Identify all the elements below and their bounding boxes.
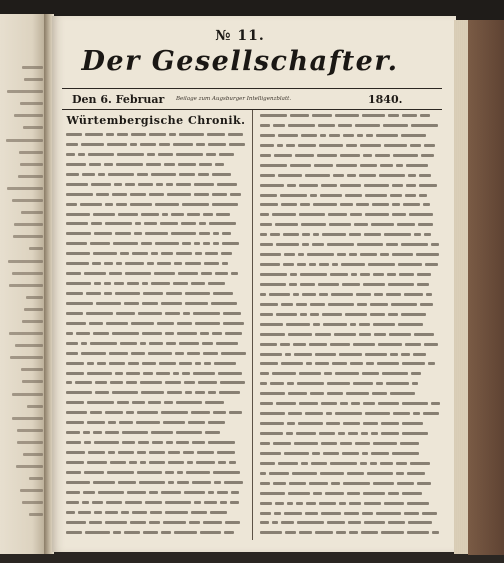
text-line — [66, 439, 246, 446]
text-line — [260, 142, 440, 149]
text-line — [2, 316, 46, 328]
text-line — [2, 425, 46, 437]
text-line — [260, 271, 440, 278]
text-line — [2, 86, 46, 98]
text-line — [66, 519, 246, 526]
text-line — [2, 449, 46, 461]
text-line — [66, 131, 246, 138]
text-line — [66, 499, 246, 506]
text-line — [66, 469, 246, 476]
text-line — [2, 147, 46, 159]
text-line — [2, 376, 46, 388]
text-line — [66, 280, 246, 287]
text-line — [66, 240, 246, 247]
text-line — [2, 461, 46, 473]
text-line — [260, 430, 440, 437]
text-line — [260, 470, 440, 477]
text-line — [2, 352, 46, 364]
text-line — [2, 159, 46, 171]
text-line — [260, 112, 440, 119]
text-line — [66, 181, 246, 188]
text-line — [66, 489, 246, 496]
text-line — [2, 509, 46, 521]
text-line — [260, 251, 440, 258]
text-line — [260, 331, 440, 338]
text-line — [2, 62, 46, 74]
supplement-note: Beilage zum Augsburger Intelligenzblatt. — [176, 96, 292, 102]
text-line — [2, 219, 46, 231]
text-line — [2, 364, 46, 376]
text-line — [2, 98, 46, 110]
text-line — [260, 162, 440, 169]
text-line — [260, 211, 440, 218]
text-line — [260, 480, 440, 487]
text-line — [66, 379, 246, 386]
text-line — [260, 311, 440, 318]
text-line — [260, 380, 440, 387]
text-line — [66, 141, 246, 148]
text-line — [66, 529, 246, 536]
text-line — [2, 171, 46, 183]
text-line — [2, 135, 46, 147]
text-line — [2, 389, 46, 401]
text-line — [66, 250, 246, 257]
column-divider — [252, 110, 253, 540]
text-line — [2, 328, 46, 340]
text-line — [2, 122, 46, 134]
text-line — [66, 161, 246, 168]
text-line — [260, 341, 440, 348]
text-line — [2, 437, 46, 449]
text-line — [2, 183, 46, 195]
text-line — [2, 401, 46, 413]
text-line — [260, 529, 440, 536]
header-rule-top — [62, 88, 442, 89]
text-line — [66, 479, 246, 486]
text-line — [260, 281, 440, 288]
section-title: Würtembergische Chronik. — [66, 114, 246, 127]
body-text-left — [66, 131, 246, 535]
text-line — [260, 201, 440, 208]
text-line — [260, 152, 440, 159]
text-line — [2, 268, 46, 280]
text-line — [66, 370, 246, 377]
text-line — [2, 207, 46, 219]
text-line — [260, 420, 440, 427]
text-line — [260, 370, 440, 377]
text-line — [2, 473, 46, 485]
text-line — [260, 301, 440, 308]
left-page-edge — [0, 14, 46, 554]
text-line — [260, 132, 440, 139]
text-line — [66, 350, 246, 357]
text-line — [260, 351, 440, 358]
issue-number: № 11. — [215, 28, 265, 44]
text-line — [260, 192, 440, 199]
text-line — [2, 195, 46, 207]
text-line — [260, 390, 440, 397]
text-line — [2, 340, 46, 352]
text-line — [66, 211, 246, 218]
text-line — [260, 440, 440, 447]
text-line — [66, 340, 246, 347]
text-line — [260, 261, 440, 268]
text-line — [66, 220, 246, 227]
text-line — [2, 231, 46, 243]
text-line — [66, 151, 246, 158]
text-line — [2, 110, 46, 122]
text-line — [66, 230, 246, 237]
text-line — [260, 510, 440, 517]
text-line — [2, 497, 46, 509]
text-line — [260, 460, 440, 467]
text-line — [66, 300, 246, 307]
text-line — [66, 399, 246, 406]
text-line — [66, 429, 246, 436]
text-line — [66, 191, 246, 198]
text-line — [260, 519, 440, 526]
text-line — [66, 320, 246, 327]
text-line — [260, 231, 440, 238]
masthead-title: Der Gesellschafter. — [81, 46, 399, 77]
text-line — [66, 310, 246, 317]
book-cover-edge — [468, 20, 504, 555]
text-line — [2, 292, 46, 304]
text-line — [260, 500, 440, 507]
article-column-right — [260, 112, 440, 537]
text-line — [66, 260, 246, 267]
text-line — [2, 485, 46, 497]
text-line — [260, 400, 440, 407]
text-line — [2, 304, 46, 316]
text-line — [260, 490, 440, 497]
text-line — [66, 171, 246, 178]
body-text-right — [260, 112, 440, 536]
article-column-left — [66, 112, 246, 537]
left-page-text-lines — [2, 62, 46, 522]
text-line — [2, 280, 46, 292]
text-line — [260, 360, 440, 367]
text-line — [260, 450, 440, 457]
text-line — [66, 360, 246, 367]
issue-year: 1840. — [368, 93, 403, 106]
text-line — [66, 201, 246, 208]
text-line — [260, 410, 440, 417]
text-line — [260, 122, 440, 129]
text-line — [66, 459, 246, 466]
text-line — [260, 221, 440, 228]
text-line — [260, 321, 440, 328]
text-line — [260, 182, 440, 189]
issue-date: Den 6. Februar — [72, 93, 165, 106]
text-line — [2, 74, 46, 86]
text-line — [2, 256, 46, 268]
text-line — [66, 509, 246, 516]
text-line — [66, 409, 246, 416]
text-line — [260, 172, 440, 179]
text-line — [66, 449, 246, 456]
text-line — [66, 270, 246, 277]
text-line — [66, 330, 246, 337]
text-line — [66, 419, 246, 426]
text-line — [260, 291, 440, 298]
text-line — [2, 243, 46, 255]
text-line — [260, 241, 440, 248]
text-line — [2, 413, 46, 425]
text-line — [66, 290, 246, 297]
text-line — [66, 389, 246, 396]
